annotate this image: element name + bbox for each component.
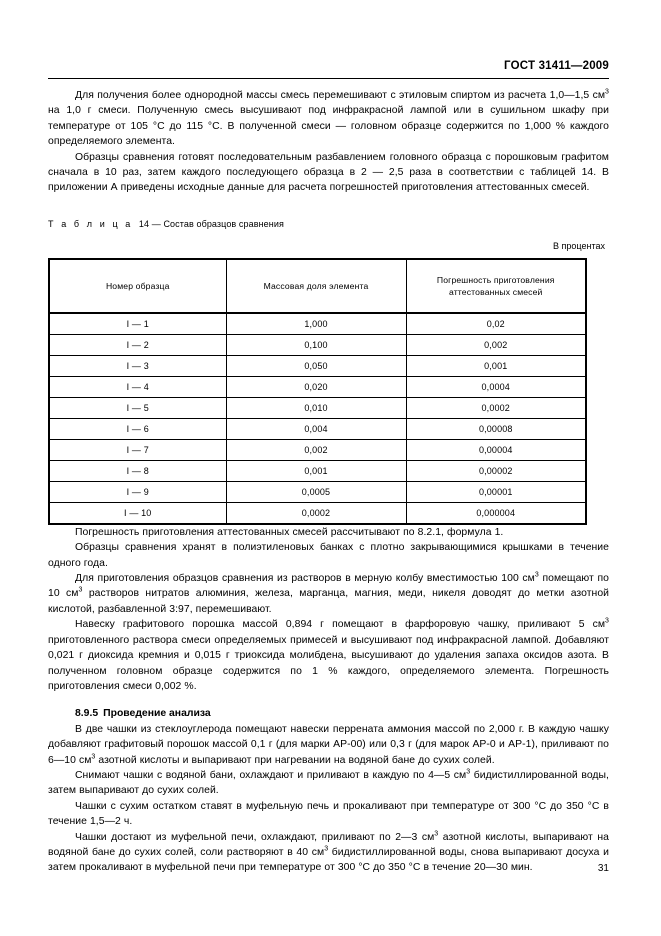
paragraph: Чашки с сухим остатком ставят в муфельную печь и прокаливают при температуре от 300 °С до 350 °С в течение 1,5—2 ч. [48, 800, 609, 828]
column-header-mass-fraction: Массовая доля элемента [226, 259, 406, 313]
paragraph: В две чашки из стеклоуглерода помещают навески перрената аммония массой по 2,000 г. В каждую чашку добавляют графитовый порошок массой 0,1 г (для марки АР-00) или 0,3 г (для марок АР-0 и АР-1), приливают по 6—10 $см^3$ азотной кислоты и выпаривают при нагревании на водяной бане до сухих солей. [48, 723, 609, 766]
paragraph: Погрешность приготовления аттестованных смесей рассчитывают по 8.2.1, формула 1. [75, 526, 504, 538]
paragraph: Для приготовления образцов сравнения из растворов в мерную колбу вместимостью 100 $см^3$ помещают по 10 $см^3$ растворов нитратов алюминия, железа, марганца, магния, меди, никеля доводят до метки азотной кислотой, разбавленной 3:97, перемешивают. [48, 571, 609, 615]
cell-sample: I — 1 [49, 313, 226, 335]
paragraph: Навеску графитового порошка массой 0,894 г помещают в фарфоровую чашку, приливают 5 $см^3$ приготовленного раствора смеси определяемых примесей и высушивают под инфракрасной лампой. Добавляют 0,021 г диоксида кремния и 0,015 г триоксида молибдена, высушивают до удаления запаха оксидов азота. В полученном головном образце содержится по 1 % каждого, определяемого элемента. Погрешность приготовления смеси 0,002 %. [48, 617, 609, 692]
table-row [49, 502, 586, 524]
cell-sample: I — 2 [49, 334, 226, 355]
cell-sample: I — 6 [49, 418, 226, 439]
table-caption-dash: — [151, 218, 161, 229]
table-body [49, 313, 586, 524]
header-rule [48, 78, 609, 79]
standard-header: ГОСТ 31411—2009 [504, 60, 609, 72]
cell-fraction: 1,000 [226, 313, 406, 335]
paragraph: Образцы сравнения хранят в полиэтиленовых банках с плотно закрывающимися крышками в течение одного года. [48, 542, 609, 569]
cell-sample: I — 7 [49, 439, 226, 460]
cell-fraction: 0,002 [226, 439, 406, 460]
comparison-samples-table [48, 258, 587, 525]
table-caption-number: 14 [138, 218, 150, 229]
table-caption-title: Состав образцов сравнения [163, 218, 284, 229]
table-row [49, 418, 586, 439]
cell-fraction: 0,100 [226, 334, 406, 355]
table-row [49, 481, 586, 502]
table-row [49, 460, 586, 481]
page-content [48, 88, 609, 876]
table-row [49, 439, 586, 460]
paragraph: Образцы сравнения готовят последовательным разбавлением головного образца с порошковым графитом сначала в 10 раз, затем каждого последующего образца в 2 — 2,5 раза в соответствии с таблицей 14. В приложении А приведены исходные данные для расчета погрешностей приготовления аттестованных смесей. [48, 151, 609, 194]
cell-sample: I — 3 [49, 355, 226, 376]
cell-error: 0,00001 [406, 481, 586, 502]
cell-fraction: 0,001 [226, 460, 406, 481]
cell-fraction: 0,0005 [226, 481, 406, 502]
column-header-sample-number: Номер образца [49, 259, 226, 313]
cell-sample: I — 4 [49, 376, 226, 397]
cell-sample: I — 9 [49, 481, 226, 502]
cell-error: 0,02 [406, 313, 586, 335]
cell-fraction: 0,0002 [226, 502, 406, 524]
cell-error: 0,0002 [406, 397, 586, 418]
cell-fraction: 0,004 [226, 418, 406, 439]
section-title: Проведение анализа [103, 708, 211, 720]
table-row [49, 334, 586, 355]
paragraph: Снимают чашки с водяной бани, охлаждают и приливают в каждую по 4—5 $см^3$ бидистиллированной воды, затем выпаривают до сухих солей. [48, 768, 609, 797]
cell-fraction: 0,010 [226, 397, 406, 418]
table-header-row [49, 259, 586, 313]
cell-error: 0,002 [406, 334, 586, 355]
table-row [49, 376, 586, 397]
column-header-preparation-error: Погрешность приготовления аттестованных смесей [406, 259, 586, 313]
cell-error: 0,001 [406, 355, 586, 376]
section-heading [48, 706, 609, 721]
cell-fraction: 0,020 [226, 376, 406, 397]
table-units-note: В процентах [553, 240, 605, 251]
paragraph: Для получения более однородной массы смесь перемешивают с этиловым спиртом из расчета 1,0—1,5 $см^3$ на 1,0 г смеси. Полученную смесь высушивают под инфракрасной лампой или в сушильном шкафу при температуре от 105 °С до 115 °С. В полученной смеси — головном образце содержится по 1,000 % каждого определяемого элемента. [48, 88, 609, 148]
cell-error: 0,00002 [406, 460, 586, 481]
table-row [49, 355, 586, 376]
cell-sample: I — 5 [49, 397, 226, 418]
cell-error: 0,000004 [406, 502, 586, 524]
cell-error: 0,0004 [406, 376, 586, 397]
section-number: 8.9.5 [75, 708, 99, 720]
table-caption [48, 218, 609, 231]
cell-error: 0,00008 [406, 418, 586, 439]
cell-sample: I — 10 [49, 502, 226, 524]
cell-fraction: 0,050 [226, 355, 406, 376]
paragraph: Чашки достают из муфельной печи, охлаждают, приливают по 2—3 $см^3$ азотной кислоты, выпаривают на водяной бане до сухих солей, соли растворяют в 40 $см^3$ бидистиллированной воды, снова выпаривают досуха и затем прокаливают в муфельной печи при температуре от 300 °С до 350 °С в течение 20—30 мин. [48, 830, 609, 874]
cell-sample: I — 8 [49, 460, 226, 481]
cell-error: 0,00004 [406, 439, 586, 460]
table-caption-label: Т а б л и ц а [48, 218, 133, 229]
table-row [49, 397, 586, 418]
table-row [49, 313, 586, 335]
page-number: 31 [597, 863, 609, 874]
